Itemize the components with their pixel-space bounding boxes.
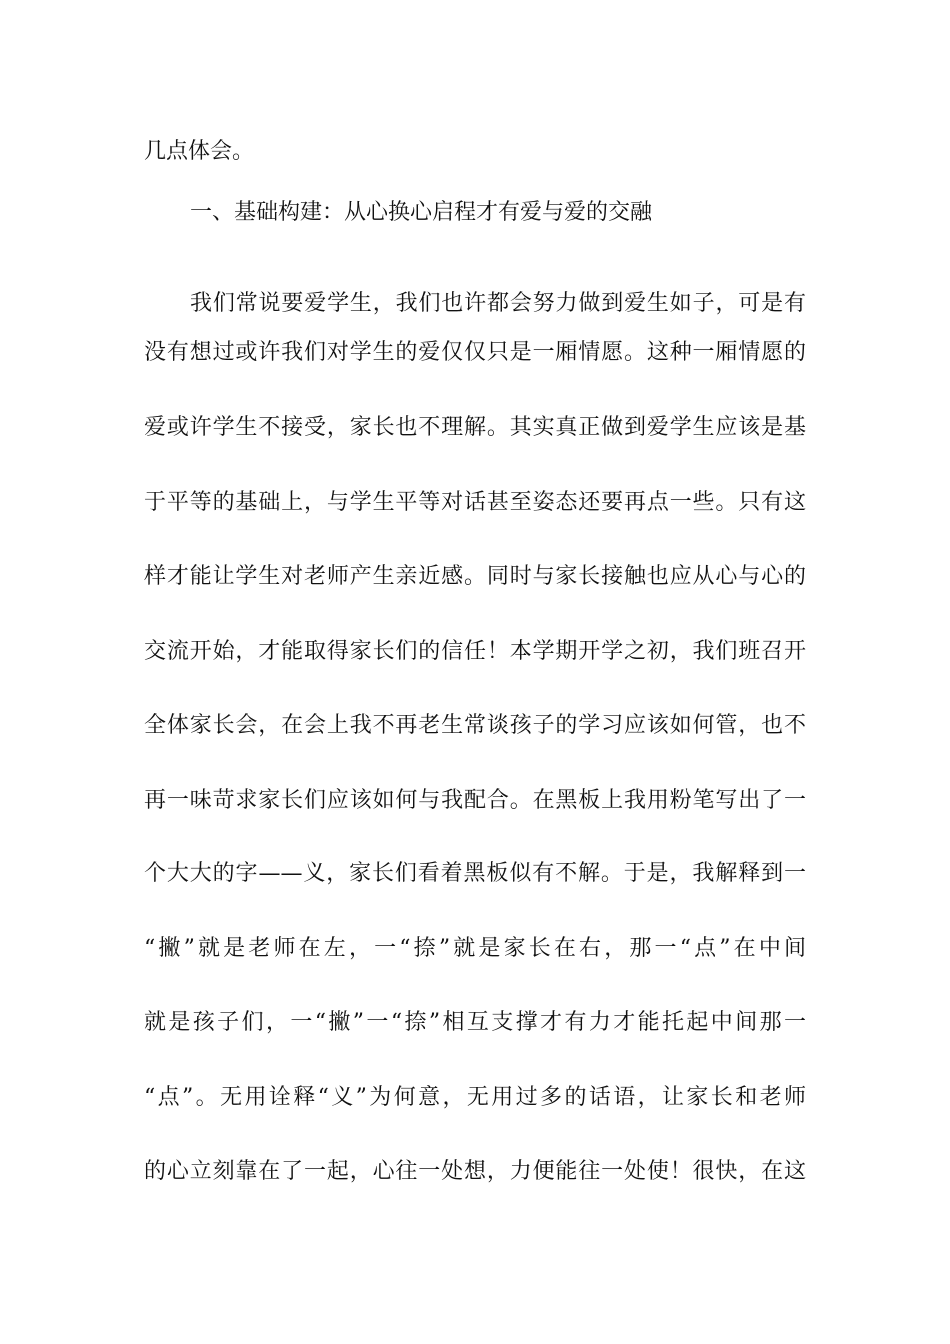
paragraph-line: 样才能让学生对老师产生亲近感。同时与家长接触也应从心与心的 [144,564,806,589]
paragraph-line: 的心立刻靠在了一起，心往一处想，力便能往一处使！很快，在这 [144,1159,806,1184]
paragraph-line: “点”。无用诠释“义”为何意，无用过多的话语，让家长和老师 [144,1085,806,1110]
paragraph-line: 于平等的基础上，与学生平等对话甚至姿态还要再点一些。只有这 [144,490,806,515]
paragraph-line: 我们常说要爱学生，我们也许都会努力做到爱生如子，可是有 [190,291,806,316]
section-heading: 一、基础构建：从心换心启程才有爱与爱的交融 [190,200,653,225]
paragraph-line: 个大大的字——义，家长们看着黑板似有不解。于是，我解释到一 [144,861,806,886]
paragraph-line: “撇”就是老师在左，一“捺”就是家长在右，那一“点”在中间 [144,936,806,961]
paragraph-line: 没有想过或许我们对学生的爱仅仅只是一厢情愿。这种一厢情愿的 [144,340,806,365]
paragraph-line: 几点体会。 [144,139,255,164]
paragraph-line: 交流开始，才能取得家长们的信任！本学期开学之初，我们班召开 [144,639,806,664]
paragraph-line: 全体家长会，在会上我不再老生常谈孩子的学习应该如何管，也不 [144,713,806,738]
paragraph-line: 爱或许学生不接受，家长也不理解。其实真正做到爱学生应该是基 [144,415,806,440]
paragraph-line: 再一味苛求家长们应该如何与我配合。在黑板上我用粉笔写出了一 [144,788,806,813]
paragraph-line: 就是孩子们，一“撇”一“捺”相互支撑才有力才能托起中间那一 [144,1010,806,1035]
